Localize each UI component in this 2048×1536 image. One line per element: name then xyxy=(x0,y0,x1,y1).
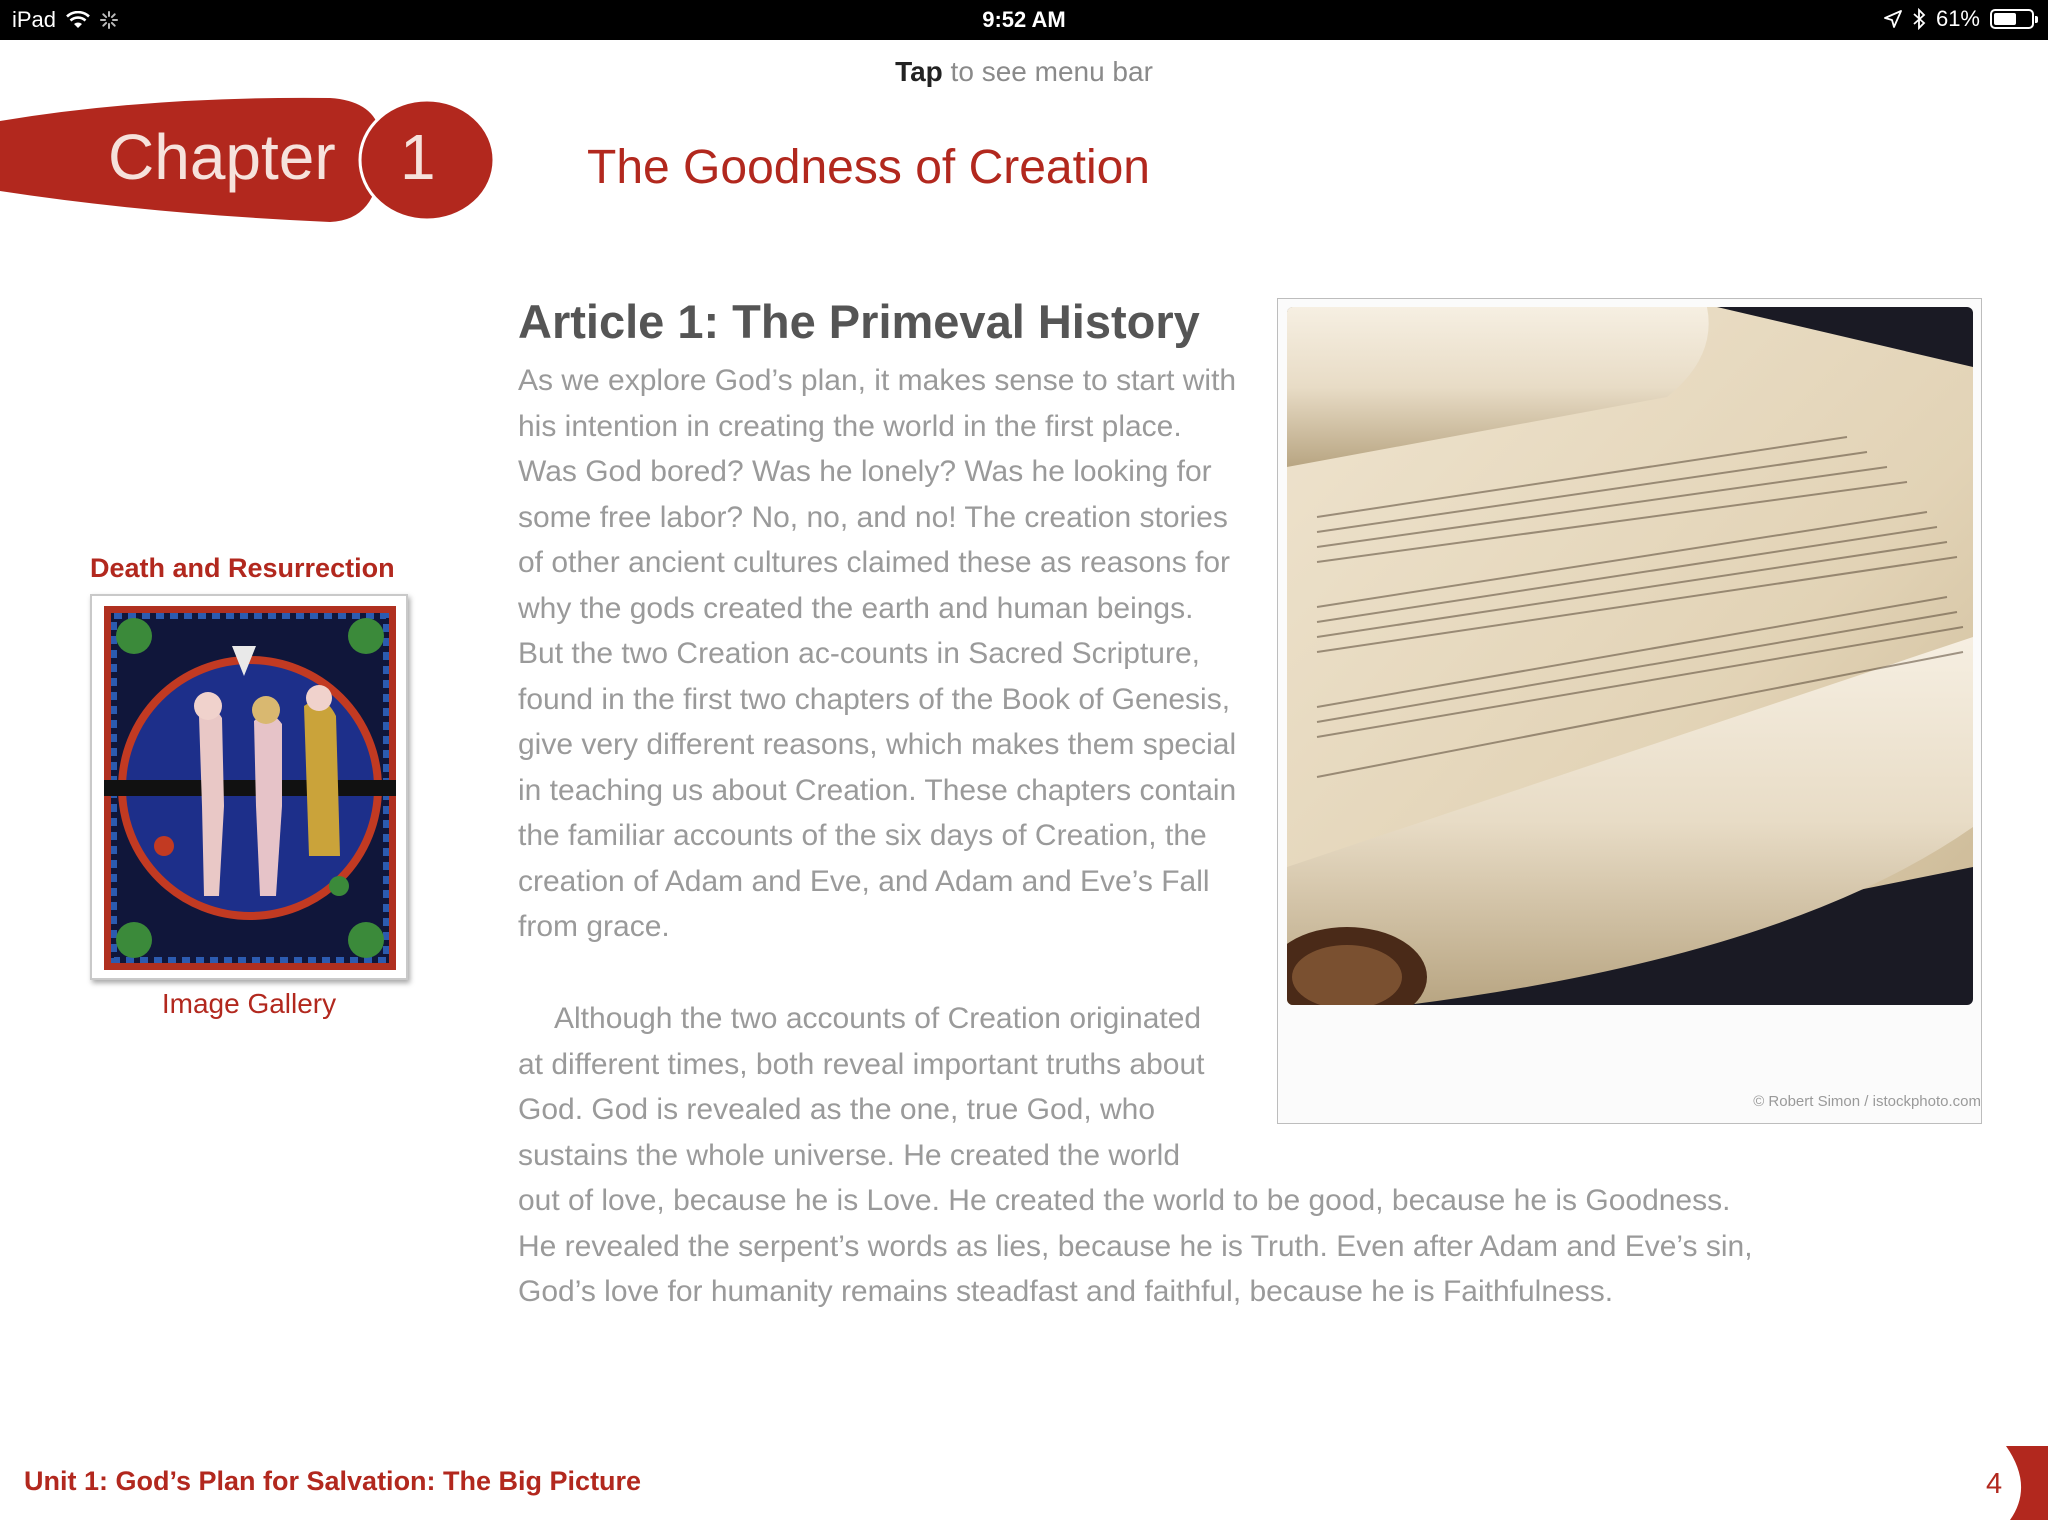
status-bar xyxy=(0,0,2048,40)
photo-credit: © Robert Simon / istockphoto.com xyxy=(1753,1093,1981,1110)
paragraph-line: Although the two accounts of Creation originated xyxy=(554,1002,1202,1035)
device-name: iPad xyxy=(12,7,57,32)
torah-scroll-photo[interactable] xyxy=(1287,307,1973,1005)
image-gallery-widget[interactable] xyxy=(90,594,408,980)
paragraph-line: sustains the whole universe. He created the world xyxy=(518,1138,1181,1172)
battery-level xyxy=(1994,13,2016,25)
page-tab-shape xyxy=(2000,1446,2048,1520)
paragraph-line: at different times, both reveal important truths about xyxy=(518,1047,1205,1081)
menu-bar-hint[interactable] xyxy=(0,56,2048,88)
page-number: 4 xyxy=(1986,1468,2003,1500)
battery-percent: 61% xyxy=(1935,6,1980,31)
chapter-title: The Goodness of Creation xyxy=(587,141,1150,194)
status-time: 9:52 AM xyxy=(982,7,1066,32)
article-paragraph-1: As we explore God’s plan, it makes sense to start with his intention in creating the world in the first place. Was God bored? Was he lonely? Was he looking for some free labor? No, no, and no! The creation stories of other ancient cultures claimed these as reasons for why the gods created the earth and human beings. But the two Creation ac-counts in Sacred Scripture, found in the first two chapters of the Book of Genesis, give very different reasons, which makes them special in teaching us about Creation. These chapters contain the familiar accounts of the six days of Creation, the creation of Adam and Eve, and Adam and Eve’s Fall from grace. xyxy=(518,364,1237,943)
battery-icon xyxy=(1990,9,2034,29)
paragraph-line: God’s love for humanity remains steadfast and faithful, because he is Faithfulness. xyxy=(518,1275,1614,1308)
hint-text: to see menu bar xyxy=(942,56,1153,87)
paragraph-line: God. God is revealed as the one, true God, who xyxy=(518,1093,1156,1126)
footer-unit-title: Unit 1: God’s Plan for Salvation: The Big Picture xyxy=(24,1466,642,1496)
chapter-number: 1 xyxy=(400,121,436,193)
article-heading: Article 1: The Primeval History xyxy=(518,295,1200,348)
photo-frame[interactable] xyxy=(1277,298,1982,1124)
gallery-caption[interactable]: Image Gallery xyxy=(161,988,337,1019)
location-icon xyxy=(1884,10,1902,28)
chapter-label: Chapter xyxy=(108,121,336,193)
bluetooth-icon xyxy=(1912,8,1926,30)
paragraph-line: out of love, because he is Love. He created the world to be good, because he is Goodness. xyxy=(518,1184,1731,1217)
stained-glass-image[interactable] xyxy=(104,606,396,970)
hint-tap: Tap xyxy=(895,56,943,87)
gallery-heading: Death and Resurrection xyxy=(90,553,395,583)
paragraph-line: He revealed the serpent’s words as lies, because he is Truth. Even after Adam and Eve’s sin, xyxy=(518,1229,1753,1263)
